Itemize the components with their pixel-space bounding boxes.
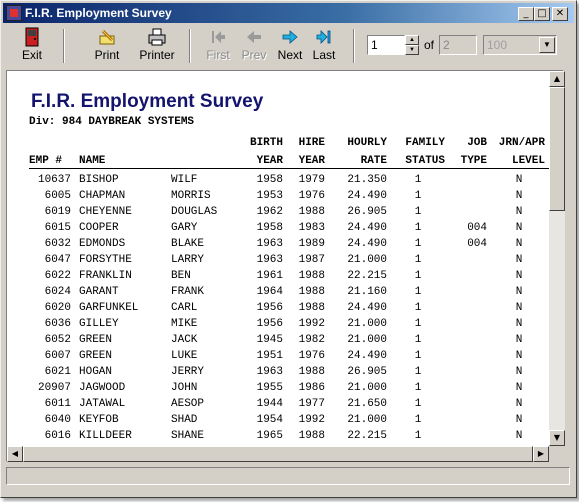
cell-family-status: 1 [414, 414, 422, 426]
report-title: F.I.R. Employment Survey [31, 91, 264, 112]
cell-emp: 6019 [44, 206, 71, 218]
cell-first-name: CARL [171, 302, 198, 314]
cell-job-type: 004 [467, 222, 487, 234]
header-family: FAMILY [405, 137, 445, 149]
exit-label: Exit [21, 48, 42, 62]
cell-last-name: EDMONDS [79, 238, 126, 250]
cell-hourly-rate: 24.490 [347, 222, 387, 234]
toolbar-separator [63, 29, 65, 63]
printer-label: Printer [139, 48, 175, 62]
cell-level: N [515, 398, 523, 410]
cell-first-name: MORRIS [171, 190, 211, 202]
cell-hourly-rate: 26.905 [347, 366, 387, 378]
cell-family-status: 1 [414, 254, 422, 266]
cell-birth-year: 1956 [256, 318, 283, 330]
cell-first-name: FRANK [171, 286, 205, 298]
cell-level: N [515, 222, 523, 234]
cell-last-name: GILLEY [79, 318, 119, 330]
cell-last-name: CHAPMAN [79, 190, 126, 202]
cell-last-name: BISHOP [79, 174, 119, 186]
app-icon[interactable] [6, 5, 22, 21]
cell-birth-year: 1961 [256, 270, 283, 282]
cell-emp: 20907 [37, 382, 71, 394]
cell-hourly-rate: 21.000 [347, 318, 387, 330]
cell-emp: 6020 [44, 302, 71, 314]
page-number-input[interactable]: 1 [367, 35, 405, 55]
cell-last-name: JATAWAL [79, 398, 126, 410]
cell-level: N [515, 350, 523, 362]
report-viewport [6, 70, 564, 462]
cell-family-status: 1 [414, 430, 422, 442]
cell-last-name: GARANT [79, 286, 119, 298]
header-hire-year: YEAR [298, 155, 325, 167]
header-name: NAME [79, 155, 106, 167]
report-division: Div: 984 DAYBREAK SYSTEMS [29, 116, 195, 128]
cell-first-name: MIKE [171, 318, 198, 330]
cell-emp: 6040 [44, 414, 71, 426]
cell-emp: 6007 [44, 350, 71, 362]
cell-hire-year: 1976 [298, 190, 325, 202]
scroll-corner [549, 446, 565, 462]
of-label: of [424, 38, 435, 52]
header-job: JOB [467, 137, 487, 149]
first-page-icon [209, 27, 227, 47]
cell-birth-year: 1965 [256, 430, 283, 442]
last-page-icon [315, 27, 333, 47]
cell-last-name: FRANKLIN [79, 270, 132, 282]
cell-first-name: BEN [171, 270, 191, 282]
cell-emp: 6022 [44, 270, 71, 282]
prev-label: Prev [241, 48, 267, 62]
horizontal-scroll-thumb[interactable] [23, 446, 533, 462]
next-arrow-icon [281, 27, 299, 47]
cell-emp: 6011 [44, 398, 71, 410]
cell-level: N [515, 414, 523, 426]
scroll-right-button[interactable]: ▶ [533, 446, 549, 462]
print-button[interactable] [89, 27, 125, 65]
cell-emp: 6016 [44, 430, 71, 442]
header-type: TYPE [460, 155, 487, 167]
report-page [7, 71, 549, 446]
printer-icon [147, 27, 167, 47]
scroll-left-button[interactable]: ◀ [7, 446, 23, 462]
cell-level: N [515, 334, 523, 346]
first-label: First [206, 48, 230, 62]
scroll-down-button[interactable]: ▼ [549, 430, 565, 446]
toolbar-separator [353, 29, 355, 63]
cell-family-status: 1 [414, 190, 422, 202]
cell-hire-year: 1986 [298, 382, 325, 394]
last-page-button[interactable] [309, 27, 339, 65]
cell-first-name: WILF [171, 174, 198, 186]
header-birth: BIRTH [249, 137, 283, 149]
cell-birth-year: 1945 [256, 334, 283, 346]
cell-first-name: JACK [171, 334, 198, 346]
cell-level: N [515, 382, 523, 394]
cell-first-name: LARRY [171, 254, 205, 266]
cell-hire-year: 1976 [298, 350, 325, 362]
cell-first-name: DOUGLAS [171, 206, 218, 218]
next-label: Next [277, 48, 303, 62]
cell-hire-year: 1989 [298, 238, 325, 250]
cell-hourly-rate: 21.350 [347, 174, 387, 186]
cell-hourly-rate: 26.905 [347, 206, 387, 218]
cell-hire-year: 1982 [298, 334, 325, 346]
cell-level: N [515, 174, 523, 186]
cell-family-status: 1 [414, 382, 422, 394]
cell-last-name: JAGWOOD [79, 382, 126, 394]
cell-hourly-rate: 21.000 [347, 414, 387, 426]
prev-page-button[interactable] [239, 27, 269, 65]
header-hourly: HOURLY [347, 137, 387, 149]
cell-family-status: 1 [414, 206, 422, 218]
cell-last-name: COOPER [79, 222, 119, 234]
cell-birth-year: 1944 [256, 398, 283, 410]
cell-emp: 6052 [44, 334, 71, 346]
vertical-scroll-thumb[interactable] [549, 87, 565, 211]
cell-emp: 6024 [44, 286, 71, 298]
cell-job-type: 004 [467, 238, 487, 250]
print-pencil-icon [97, 27, 117, 47]
cell-hire-year: 1988 [298, 270, 325, 282]
cell-level: N [515, 318, 523, 330]
cell-first-name: JOHN [171, 382, 198, 394]
scroll-up-button[interactable]: ▲ [549, 71, 565, 87]
cell-hourly-rate: 21.000 [347, 254, 387, 266]
cell-family-status: 1 [414, 174, 422, 186]
close-button[interactable]: ✕ [552, 7, 568, 21]
page-up-button[interactable]: ▲ [405, 35, 419, 45]
status-pane [6, 467, 570, 485]
cell-last-name: KEYFOB [79, 414, 119, 426]
header-hire: HIRE [298, 137, 325, 149]
cell-hourly-rate: 24.490 [347, 238, 387, 250]
cell-family-status: 1 [414, 318, 422, 330]
cell-hire-year: 1988 [298, 366, 325, 378]
cell-emp: 6032 [44, 238, 71, 250]
cell-level: N [515, 366, 523, 378]
zoom-dropdown[interactable] [483, 35, 557, 55]
cell-birth-year: 1963 [256, 254, 283, 266]
prev-arrow-icon [245, 27, 263, 47]
cell-first-name: SHANE [171, 430, 205, 442]
cell-last-name: HOGAN [79, 366, 113, 378]
cell-last-name: FORSYTHE [79, 254, 132, 266]
page-spinner [405, 35, 419, 55]
cell-level: N [515, 270, 523, 282]
cell-family-status: 1 [414, 286, 422, 298]
cell-hourly-rate: 21.000 [347, 334, 387, 346]
exit-button[interactable] [17, 27, 47, 65]
cell-emp: 6036 [44, 318, 71, 330]
next-page-button[interactable] [275, 27, 305, 65]
cell-birth-year: 1962 [256, 206, 283, 218]
window-title: F.I.R. Employment Survey [25, 6, 172, 20]
minimize-button[interactable]: _ [518, 7, 534, 21]
cell-emp: 6021 [44, 366, 71, 378]
cell-birth-year: 1956 [256, 302, 283, 314]
exit-door-icon [24, 27, 40, 47]
cell-hire-year: 1987 [298, 254, 325, 266]
cell-birth-year: 1963 [256, 366, 283, 378]
header-rate: RATE [360, 155, 387, 167]
print-label: Print [94, 48, 120, 62]
cell-level: N [515, 190, 523, 202]
cell-hire-year: 1977 [298, 398, 325, 410]
header-birth-year: YEAR [256, 155, 283, 167]
cell-last-name: KILLDEER [79, 430, 132, 442]
cell-family-status: 1 [414, 398, 422, 410]
cell-family-status: 1 [414, 238, 422, 250]
cell-family-status: 1 [414, 270, 422, 282]
header-divider [29, 168, 549, 169]
cell-family-status: 1 [414, 366, 422, 378]
header-jrn: JRN/APR [498, 137, 545, 149]
cell-level: N [515, 206, 523, 218]
cell-emp: 10637 [37, 174, 71, 186]
cell-hire-year: 1992 [298, 414, 325, 426]
cell-family-status: 1 [414, 222, 422, 234]
cell-birth-year: 1963 [256, 238, 283, 250]
cell-level: N [515, 254, 523, 266]
cell-hourly-rate: 21.160 [347, 286, 387, 298]
cell-hire-year: 1988 [298, 206, 325, 218]
cell-hourly-rate: 21.000 [347, 382, 387, 394]
cell-level: N [515, 430, 523, 442]
cell-hire-year: 1992 [298, 318, 325, 330]
cell-hourly-rate: 24.490 [347, 190, 387, 202]
cell-hire-year: 1988 [298, 286, 325, 298]
cell-hire-year: 1983 [298, 222, 325, 234]
cell-level: N [515, 302, 523, 314]
cell-birth-year: 1951 [256, 350, 283, 362]
cell-first-name: JERRY [171, 366, 205, 378]
cell-family-status: 1 [414, 302, 422, 314]
cell-family-status: 1 [414, 334, 422, 346]
last-label: Last [312, 48, 336, 62]
maximize-button[interactable]: □ [534, 7, 550, 21]
cell-emp: 6015 [44, 222, 71, 234]
cell-emp: 6005 [44, 190, 71, 202]
cell-first-name: AESOP [171, 398, 205, 410]
cell-hourly-rate: 22.215 [347, 430, 387, 442]
cell-hire-year: 1988 [298, 302, 325, 314]
page-total-field: 2 [439, 35, 477, 55]
cell-first-name: GARY [171, 222, 198, 234]
cell-hourly-rate: 24.490 [347, 350, 387, 362]
cell-emp: 6047 [44, 254, 71, 266]
cell-birth-year: 1955 [256, 382, 283, 394]
zoom-value: 100 [487, 38, 508, 52]
title-bar[interactable] [3, 3, 574, 23]
first-page-button[interactable] [203, 27, 233, 65]
cell-hourly-rate: 22.215 [347, 270, 387, 282]
cell-hourly-rate: 21.650 [347, 398, 387, 410]
header-level: LEVEL [511, 155, 545, 167]
cell-birth-year: 1958 [256, 174, 283, 186]
toolbar-separator [189, 29, 191, 63]
cell-first-name: LUKE [171, 350, 198, 362]
header-status: STATUS [405, 155, 445, 167]
header-emp: EMP # [29, 155, 63, 167]
cell-family-status: 1 [414, 350, 422, 362]
cell-first-name: SHAD [171, 414, 198, 426]
cell-hire-year: 1979 [298, 174, 325, 186]
cell-level: N [515, 238, 523, 250]
cell-level: N [515, 286, 523, 298]
cell-birth-year: 1954 [256, 414, 283, 426]
cell-birth-year: 1953 [256, 190, 283, 202]
horizontal-scrollbar[interactable] [7, 446, 549, 462]
cell-birth-year: 1964 [256, 286, 283, 298]
cell-last-name: GREEN [79, 350, 113, 362]
printer-button[interactable] [135, 27, 179, 65]
cell-birth-year: 1958 [256, 222, 283, 234]
page-down-button[interactable]: ▼ [405, 45, 419, 55]
chevron-down-icon[interactable]: ▼ [539, 37, 555, 53]
vertical-scrollbar[interactable] [549, 71, 565, 446]
cell-hourly-rate: 24.490 [347, 302, 387, 314]
cell-first-name: BLAKE [171, 238, 205, 250]
status-bar [6, 467, 570, 487]
cell-last-name: GARFUNKEL [79, 302, 139, 314]
cell-last-name: CHEYENNE [79, 206, 132, 218]
cell-hire-year: 1988 [298, 430, 325, 442]
toolbar [3, 25, 574, 67]
cell-last-name: GREEN [79, 334, 113, 346]
